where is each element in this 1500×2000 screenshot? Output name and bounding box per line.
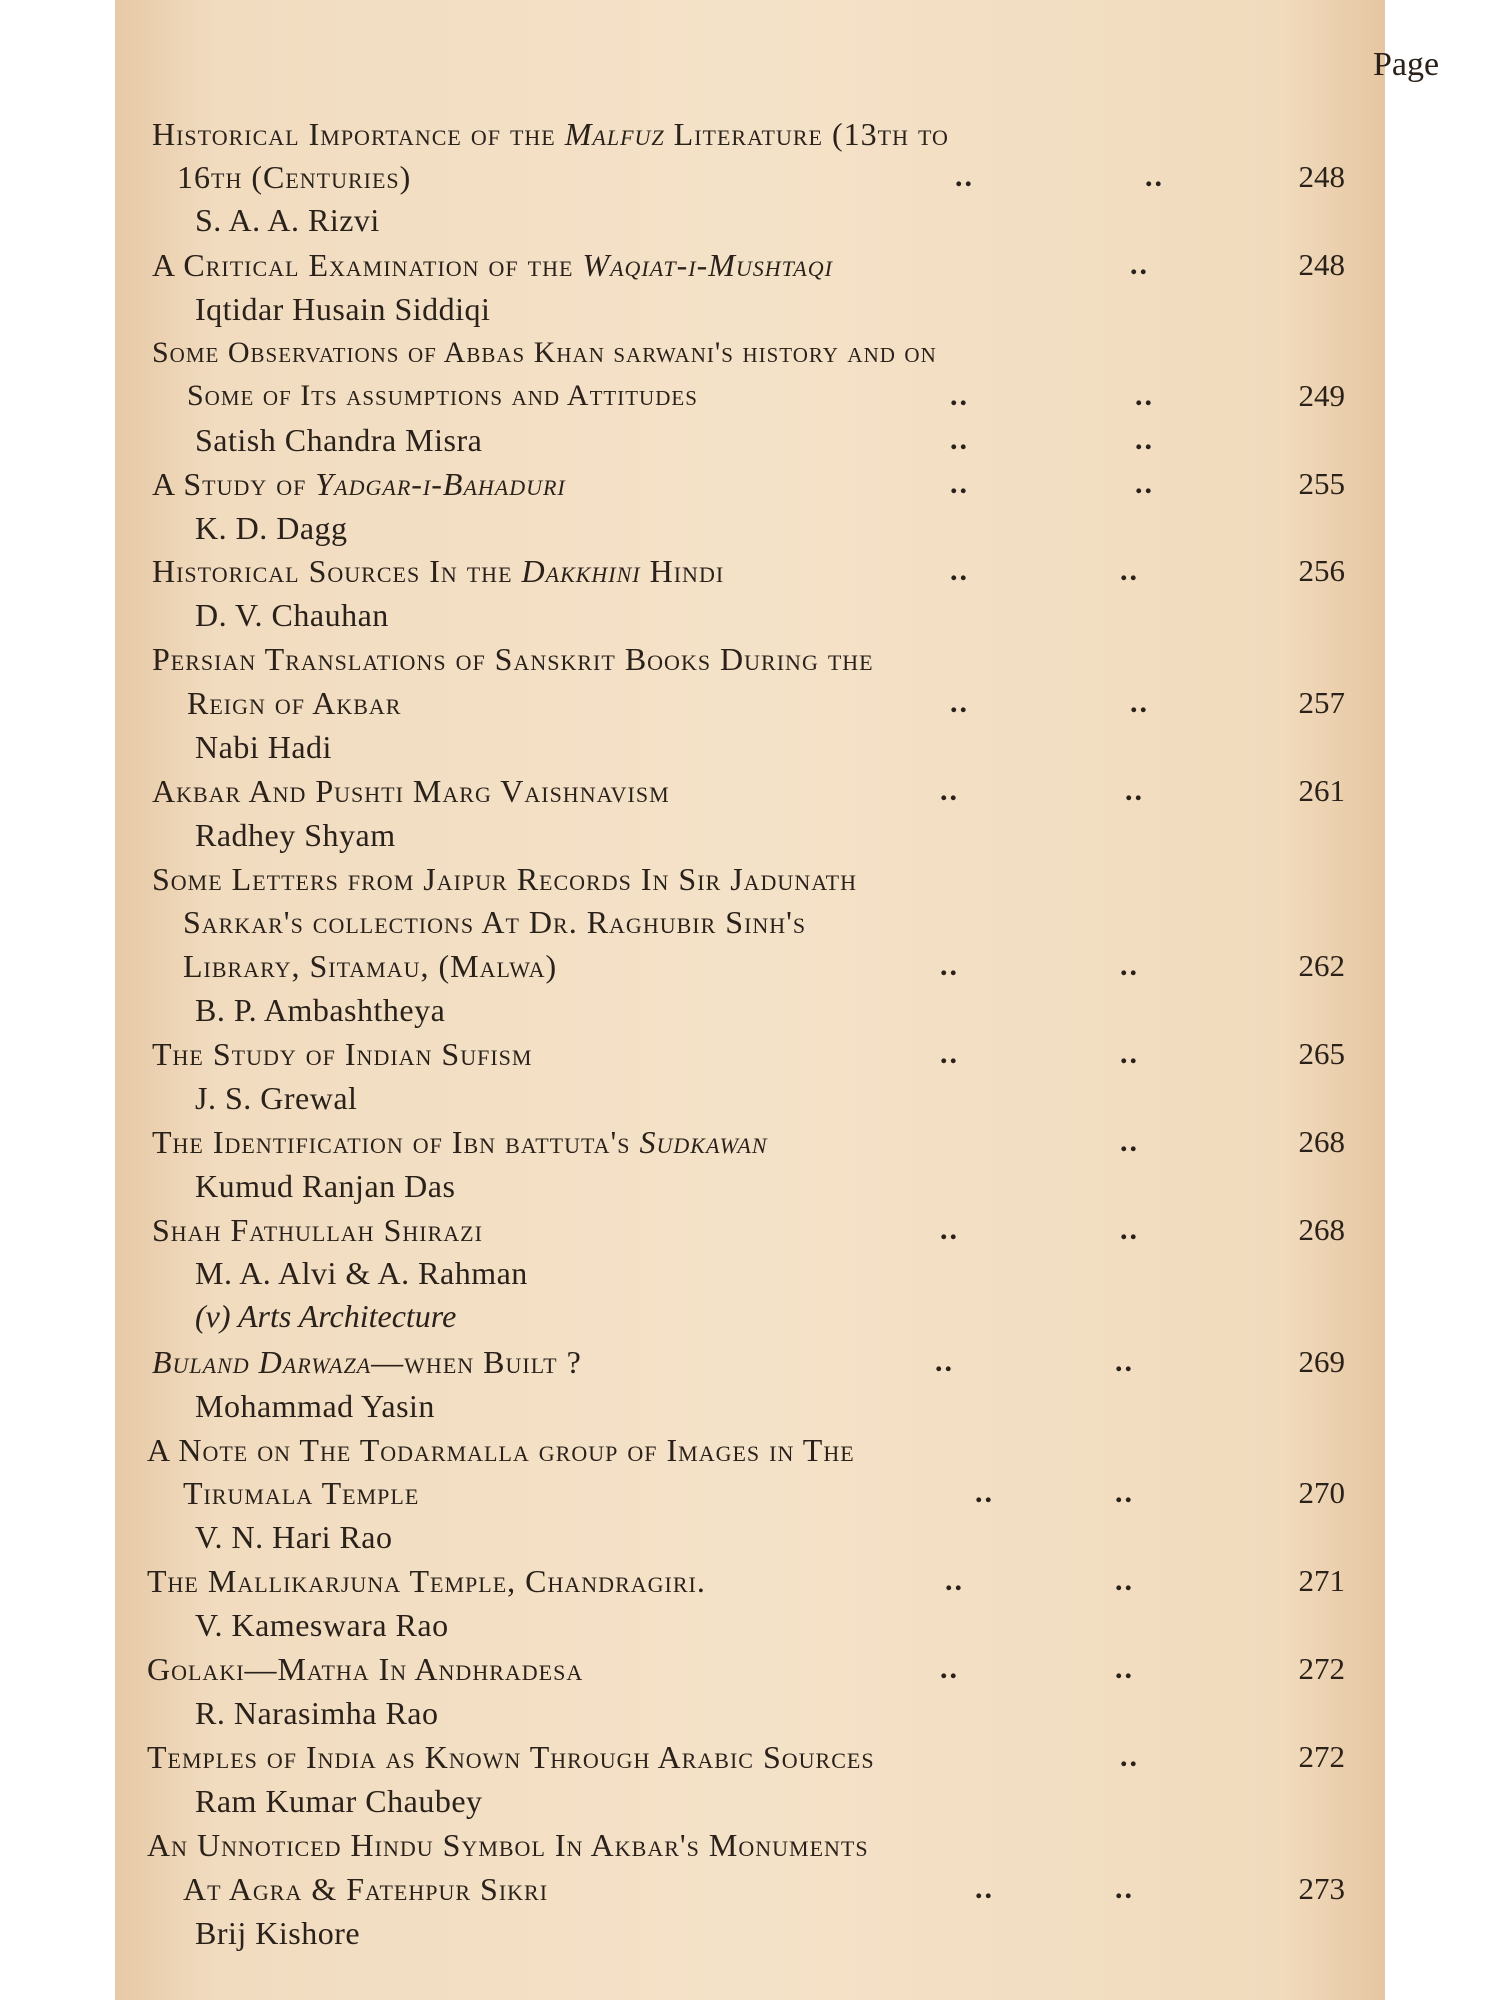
entry-author: V. Kameswara Rao bbox=[195, 1607, 449, 1643]
entry-title: Historical Importance of the bbox=[152, 116, 565, 152]
section-heading-text: (v) Arts Architecture bbox=[195, 1298, 457, 1334]
toc-entry-title-line bbox=[115, 637, 1385, 681]
toc-entry-title-line bbox=[115, 1735, 1385, 1779]
entry-title: The Mallikarjuna Temple, Chandragiri. bbox=[147, 1563, 706, 1599]
toc-entry-title-line bbox=[115, 1208, 1385, 1252]
leader-dots: .. bbox=[1115, 1476, 1134, 1509]
entry-author: Brij Kishore bbox=[195, 1915, 361, 1951]
toc-entry-title-line bbox=[115, 331, 1385, 375]
entry-title: Reign of Akbar bbox=[187, 685, 402, 721]
toc-entry-author-line bbox=[115, 1251, 1385, 1295]
page-number: 248 bbox=[1298, 247, 1345, 282]
entry-title: Historical Sources In the bbox=[152, 553, 522, 589]
section-heading bbox=[115, 1294, 1385, 1338]
toc-entry-author-line bbox=[115, 418, 1385, 462]
leader-dots: .. bbox=[940, 1037, 959, 1070]
entry-title: The Study of Indian Sufism bbox=[152, 1036, 533, 1072]
entry-title: Some of Its assumptions and Attitudes bbox=[187, 379, 698, 412]
entry-author: V. N. Hari Rao bbox=[195, 1519, 393, 1555]
leader-dots: .. bbox=[1120, 1125, 1139, 1158]
leader-dots: .. bbox=[1115, 1652, 1134, 1685]
toc-entry-title-line bbox=[115, 1867, 1385, 1911]
entry-title: Some Observations of Abbas Khan sarwani's history and on bbox=[152, 336, 937, 369]
toc-entry-title-line bbox=[115, 1428, 1385, 1472]
page-number: 257 bbox=[1298, 685, 1345, 720]
page-column-label: Page bbox=[1373, 46, 1440, 83]
toc-entry-author-line bbox=[115, 813, 1385, 857]
entry-title: A Study of bbox=[152, 466, 316, 502]
toc-entry-title-line bbox=[115, 155, 1385, 199]
leader-dots: .. bbox=[955, 160, 974, 193]
toc-entry-title-line bbox=[115, 857, 1385, 901]
toc-entry-title-line bbox=[115, 1647, 1385, 1691]
page-number: 268 bbox=[1298, 1124, 1345, 1159]
leader-dots: .. bbox=[940, 774, 959, 807]
entry-title-italic: Dakkhini bbox=[521, 553, 641, 589]
entry-title: A Note on The Todarmalla group of Images in The bbox=[147, 1432, 855, 1468]
leader-dots: .. bbox=[1125, 774, 1144, 807]
entry-title: Sarkar's collections At Dr. Raghubir Sinh's bbox=[183, 904, 807, 940]
toc-entry-title-line bbox=[115, 549, 1385, 593]
toc-entry-title-line bbox=[115, 1823, 1385, 1867]
toc-entry-title-line bbox=[115, 1120, 1385, 1164]
page-number: 272 bbox=[1298, 1651, 1345, 1686]
toc-entry-title-line bbox=[115, 112, 1385, 156]
page-number: 248 bbox=[1298, 159, 1345, 194]
entry-author: S. A. A. Rizvi bbox=[195, 202, 380, 238]
leader-dots: .. bbox=[1135, 423, 1154, 456]
page-number: 262 bbox=[1298, 948, 1345, 983]
entry-title: Shah Fathullah Shirazi bbox=[152, 1212, 483, 1248]
toc-entry-title-line bbox=[115, 900, 1385, 944]
leader-dots: .. bbox=[975, 1872, 994, 1905]
toc-entry-author-line bbox=[115, 506, 1385, 550]
leader-dots: .. bbox=[935, 1345, 954, 1378]
toc-entry-author-line bbox=[115, 593, 1385, 637]
toc-entry-author-line bbox=[115, 1603, 1385, 1647]
toc-entry-title-line bbox=[115, 374, 1385, 418]
page-number: 249 bbox=[1298, 378, 1345, 413]
page-number: 261 bbox=[1298, 773, 1345, 808]
entry-author: B. P. Ambashtheya bbox=[195, 992, 446, 1028]
leader-dots: .. bbox=[950, 379, 969, 412]
toc-entry-author-line bbox=[115, 287, 1385, 331]
entry-title: —when Built ? bbox=[371, 1344, 582, 1380]
leader-dots: .. bbox=[950, 467, 969, 500]
toc-entry-author-line bbox=[115, 1515, 1385, 1559]
toc-entry-title-line bbox=[115, 462, 1385, 506]
toc-entry-title-line bbox=[115, 681, 1385, 725]
entry-title: Hindi bbox=[640, 553, 725, 589]
entry-author: J. S. Grewal bbox=[195, 1080, 358, 1116]
entry-title: Akbar And Pushti Marg Vaishnavism bbox=[152, 773, 670, 809]
toc-entry-title-line bbox=[115, 1471, 1385, 1515]
entry-title: Some Letters from Jaipur Records In Sir Jadunath bbox=[152, 861, 857, 897]
entry-title-italic: Buland Darwaza bbox=[152, 1344, 372, 1380]
entry-title-italic: Yadgar-i-Bahaduri bbox=[315, 466, 566, 502]
leader-dots: .. bbox=[950, 554, 969, 587]
toc-entry-author-line bbox=[115, 1076, 1385, 1120]
entry-author: D. V. Chauhan bbox=[195, 597, 389, 633]
entry-title: Literature (13th to bbox=[664, 116, 949, 152]
entry-author: Ram Kumar Chaubey bbox=[195, 1783, 483, 1819]
toc-entry-author-line bbox=[115, 988, 1385, 1032]
leader-dots: .. bbox=[1120, 554, 1139, 587]
entry-title: An Unnoticed Hindu Symbol In Akbar's Monuments bbox=[147, 1827, 869, 1863]
leader-dots: .. bbox=[940, 949, 959, 982]
entry-author: Iqtidar Husain Siddiqi bbox=[195, 291, 491, 327]
page-number: 272 bbox=[1298, 1739, 1345, 1774]
entry-author: Radhey Shyam bbox=[195, 817, 396, 853]
page-number: 268 bbox=[1298, 1212, 1345, 1247]
entry-title: At Agra & Fatehpur Sikri bbox=[183, 1871, 549, 1907]
toc-entry-author-line bbox=[115, 1164, 1385, 1208]
leader-dots: .. bbox=[1135, 467, 1154, 500]
page-number: 256 bbox=[1298, 553, 1345, 588]
leader-dots: .. bbox=[940, 1213, 959, 1246]
page-number: 270 bbox=[1298, 1475, 1345, 1510]
toc-entry-title-line bbox=[115, 1340, 1385, 1384]
leader-dots: .. bbox=[940, 1652, 959, 1685]
leader-dots: .. bbox=[1145, 160, 1164, 193]
entry-author: Mohammad Yasin bbox=[195, 1388, 435, 1424]
entry-title: Persian Translations of Sanskrit Books During the bbox=[152, 641, 874, 677]
entry-author: M. A. Alvi & A. Rahman bbox=[195, 1255, 528, 1291]
entry-title: Golaki—Matha In Andhradesa bbox=[147, 1651, 584, 1687]
toc-entry-author-line bbox=[115, 1779, 1385, 1823]
entry-author: Nabi Hadi bbox=[195, 729, 332, 765]
leader-dots: .. bbox=[1115, 1872, 1134, 1905]
leader-dots: .. bbox=[1120, 949, 1139, 982]
leader-dots: .. bbox=[1120, 1037, 1139, 1070]
toc-entry-author-line bbox=[115, 1384, 1385, 1428]
toc-entry-title-line bbox=[115, 1559, 1385, 1603]
leader-dots: .. bbox=[975, 1476, 994, 1509]
leader-dots: .. bbox=[1115, 1345, 1134, 1378]
entry-author: Kumud Ranjan Das bbox=[195, 1168, 456, 1204]
entry-title: Tirumala Temple bbox=[183, 1475, 420, 1511]
toc-entry-author-line bbox=[115, 1691, 1385, 1735]
entry-title: The Identification of Ibn battuta's bbox=[152, 1124, 640, 1160]
entry-title: A Critical Examination of the bbox=[152, 247, 583, 283]
leader-dots: .. bbox=[1130, 686, 1149, 719]
entry-title-italic: Waqiat-i-Mushtaqi bbox=[582, 247, 833, 283]
entry-author: K. D. Dagg bbox=[195, 510, 348, 546]
page-number: 271 bbox=[1298, 1563, 1345, 1598]
book-page bbox=[115, 0, 1440, 2000]
page-number: 269 bbox=[1298, 1344, 1345, 1379]
toc-entry-title-line bbox=[115, 944, 1385, 988]
toc-entry-author-line bbox=[115, 725, 1385, 769]
leader-dots: .. bbox=[945, 1564, 964, 1597]
entry-author: R. Narasimha Rao bbox=[195, 1695, 439, 1731]
leader-dots: .. bbox=[1130, 248, 1149, 281]
entry-title-italic: Sudkawan bbox=[639, 1124, 768, 1160]
leader-dots: .. bbox=[1115, 1564, 1134, 1597]
page-number: 273 bbox=[1298, 1871, 1345, 1906]
page-number: 255 bbox=[1298, 466, 1345, 501]
entry-title: Temples of India as Known Through Arabic Sources bbox=[147, 1739, 875, 1775]
leader-dots: .. bbox=[950, 423, 969, 456]
leader-dots: .. bbox=[1120, 1740, 1139, 1773]
entry-title: 16th (Centuries) bbox=[177, 159, 412, 195]
toc-entry-title-line bbox=[115, 769, 1385, 813]
page-number: 265 bbox=[1298, 1036, 1345, 1071]
entry-author: Satish Chandra Misra bbox=[195, 422, 483, 458]
toc-entry-title-line bbox=[115, 1032, 1385, 1076]
leader-dots: .. bbox=[1120, 1213, 1139, 1246]
toc-entry-title-line bbox=[115, 243, 1385, 287]
toc-entry-author-line bbox=[115, 1911, 1385, 1955]
entry-title-italic: Malfuz bbox=[564, 116, 665, 152]
toc-entry-author-line bbox=[115, 198, 1385, 242]
entry-title: Library, Sitamau, (Malwa) bbox=[183, 948, 558, 984]
leader-dots: .. bbox=[1135, 379, 1154, 412]
leader-dots: .. bbox=[950, 686, 969, 719]
